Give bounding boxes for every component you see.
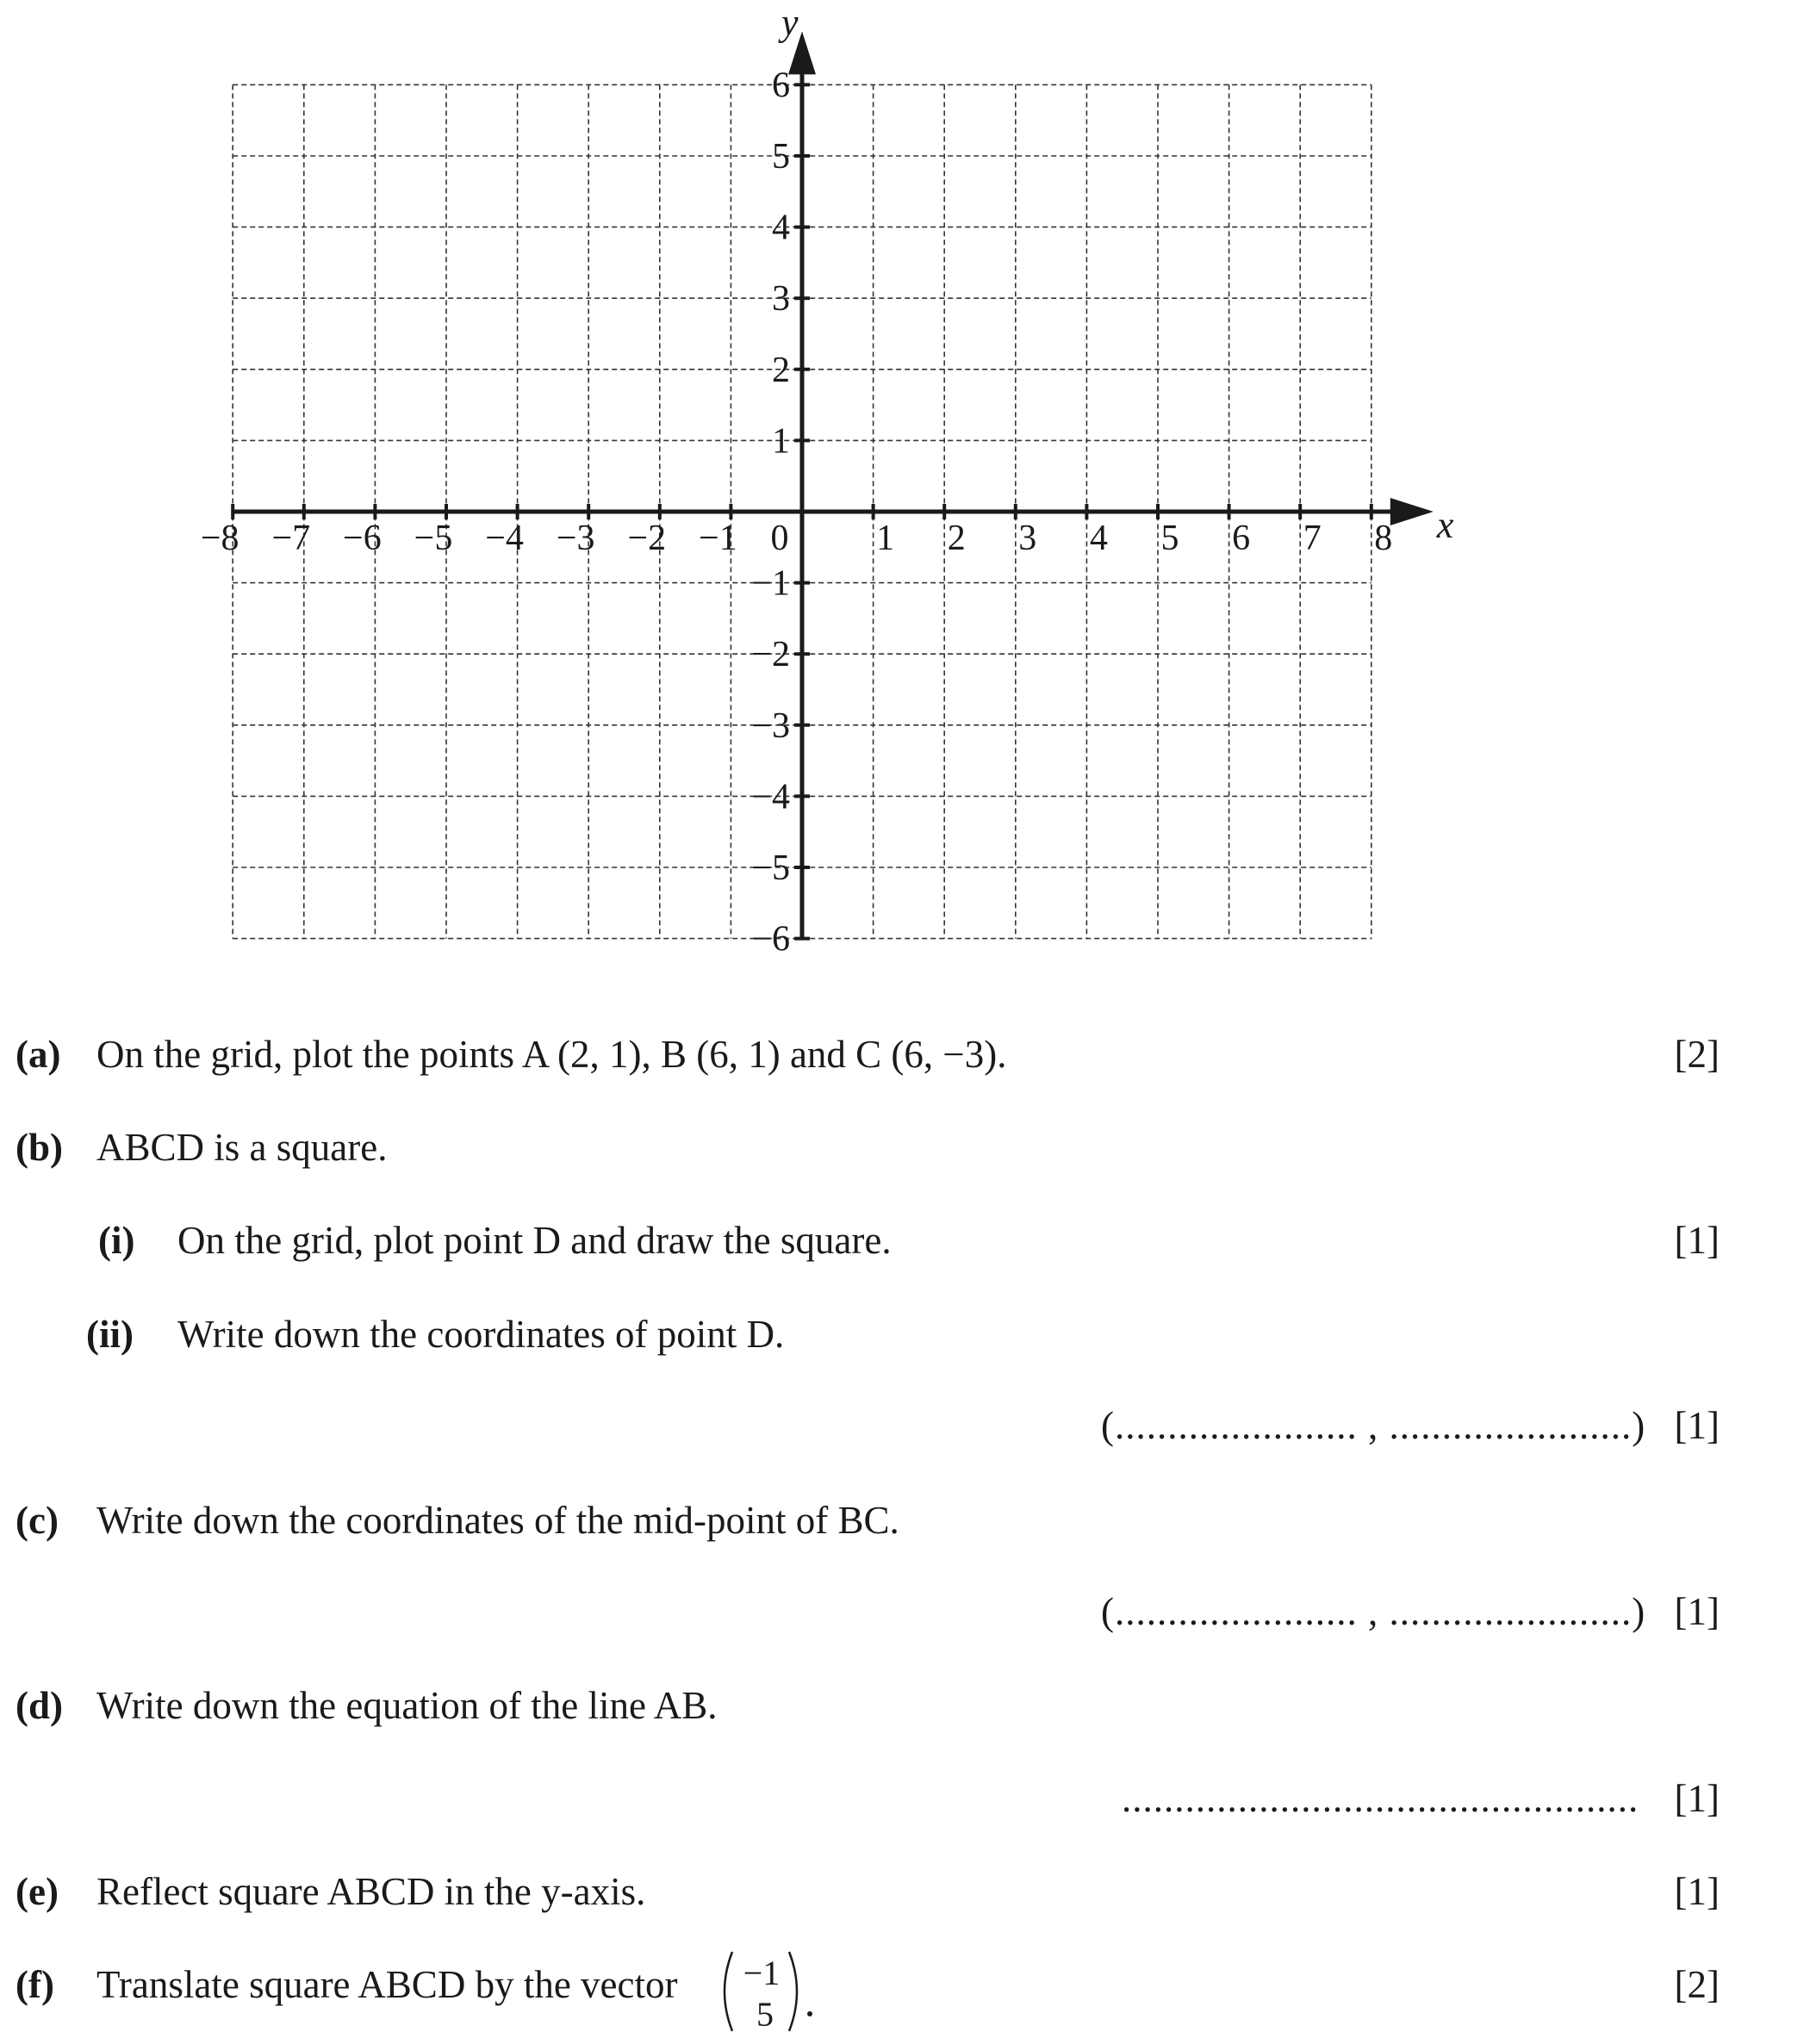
x-tick-label: −4 (485, 519, 524, 558)
y-tick-label: 3 (772, 279, 790, 320)
x-tick-label: −7 (271, 519, 311, 558)
y-tick-label: −4 (751, 777, 790, 817)
question-d-answer[interactable]: ................................................. (1122, 1777, 1639, 1820)
x-tick-labels (201, 519, 1392, 558)
y-tick-label: 4 (772, 208, 790, 248)
y-tick-label: 1 (772, 421, 790, 462)
question-a-text: On the grid, plot the points A (2, 1), B (6, 1) and C (6, −3). (96, 1033, 1007, 1076)
x-tick-label: 3 (1018, 519, 1037, 558)
question-e-text: Reflect square ABCD in the y-axis. (96, 1870, 646, 1913)
x-tick-label: −5 (414, 519, 453, 558)
question-a-marks: [2] (1674, 1033, 1720, 1076)
question-b-text: ABCD is a square. (96, 1126, 388, 1169)
axes (233, 31, 1434, 938)
vector-bottom: 5 (756, 1995, 774, 2034)
coordinate-grid[interactable] (0, 0, 1810, 982)
vector-top: −1 (743, 1954, 781, 1992)
question-c-marks: [1] (1674, 1590, 1720, 1633)
x-tick-label: 6 (1232, 519, 1251, 558)
x-tick-label: 1 (876, 519, 895, 558)
x-tick-label: −1 (699, 519, 737, 558)
x-tick-label: −8 (200, 519, 239, 558)
y-tick-label: −6 (751, 919, 790, 960)
question-b-ii-label: (ii) (86, 1313, 134, 1356)
x-tick-label: 7 (1303, 519, 1322, 558)
x-tick-label: −3 (556, 519, 595, 558)
vector-column (713, 1940, 817, 2043)
question-b-ii-answer[interactable]: (....................... , .......................) (1101, 1404, 1646, 1447)
x-tick-label: −6 (343, 519, 382, 558)
y-tick-label: 2 (772, 350, 790, 390)
question-e-marks: [1] (1674, 1870, 1720, 1913)
y-tick-label: 6 (772, 65, 790, 106)
question-c-answer[interactable]: (....................... , .......................) (1101, 1590, 1646, 1633)
x-tick-label: 5 (1160, 519, 1179, 558)
x-tick-label: 0 (770, 519, 789, 558)
y-tick-label: −2 (751, 635, 790, 675)
x-tick-label: 4 (1089, 519, 1108, 558)
question-b-i-marks: [1] (1674, 1219, 1720, 1262)
question-d-marks: [1] (1674, 1777, 1720, 1820)
question-f-label: (f) (16, 1963, 54, 2006)
y-axis-label: y (781, 1, 799, 44)
x-axis-arrow (1390, 498, 1434, 525)
question-a-label: (a) (16, 1033, 61, 1076)
question-b-i-text: On the grid, plot point D and draw the square. (177, 1219, 892, 1262)
y-tick-label: −3 (751, 705, 790, 746)
y-tick-label: −5 (751, 848, 790, 888)
question-b-ii-text: Write down the coordinates of point D. (177, 1313, 785, 1356)
question-c-text: Write down the coordinates of the mid-point of BC. (96, 1499, 899, 1542)
question-e-label: (e) (16, 1870, 59, 1913)
question-f-marks: [2] (1674, 1963, 1720, 2006)
x-tick-label: 2 (947, 519, 966, 558)
x-tick-label: −2 (627, 519, 667, 558)
y-tick-label: 5 (772, 137, 790, 177)
question-b-label: (b) (16, 1126, 63, 1169)
question-b-ii-marks: [1] (1674, 1404, 1720, 1447)
x-tick-label: 8 (1374, 519, 1393, 558)
question-c-label: (c) (16, 1499, 59, 1542)
question-d-label: (d) (16, 1684, 63, 1727)
question-f-text: Translate square ABCD by the vector (96, 1963, 678, 2006)
question-d-text: Write down the equation of the line AB. (96, 1684, 718, 1727)
question-b-i-label: (i) (98, 1219, 135, 1262)
y-tick-label: −1 (751, 563, 790, 604)
x-axis-label: x (1436, 504, 1454, 546)
